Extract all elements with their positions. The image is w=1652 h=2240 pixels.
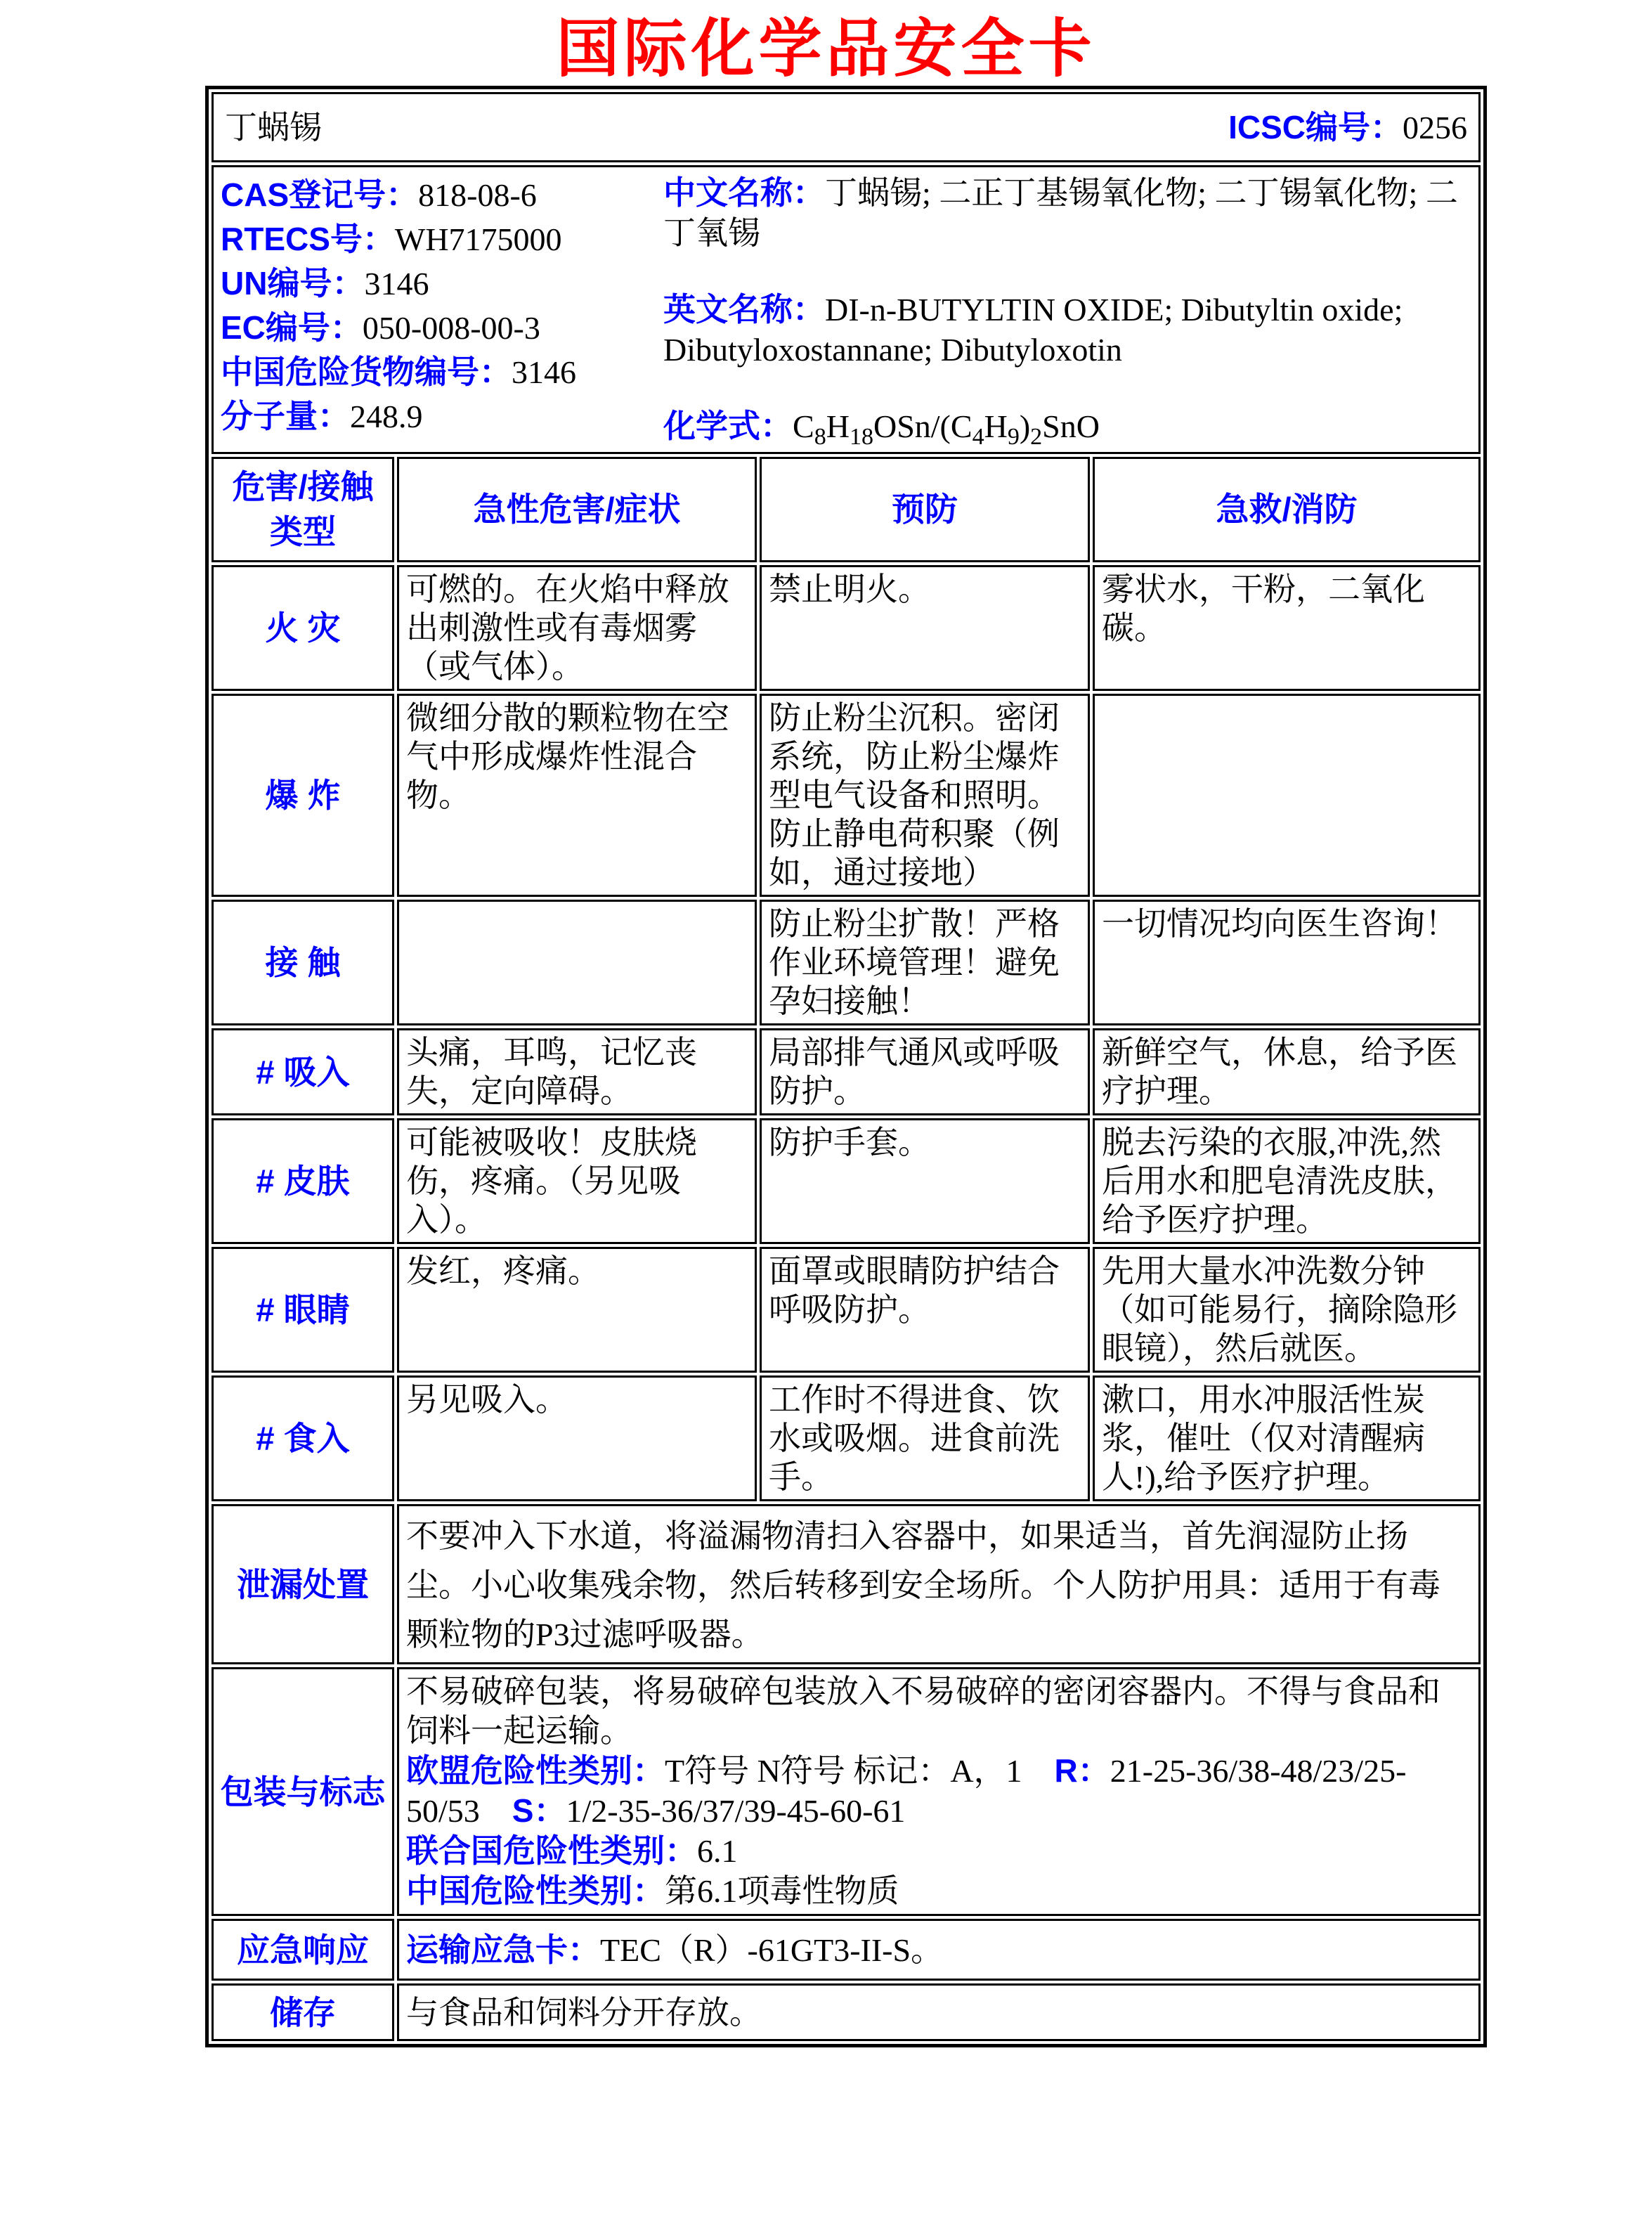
- hazard-row-skin: [212, 1118, 1481, 1244]
- skin-type-cell: # 皮肤: [212, 1118, 394, 1244]
- identification-names: [663, 173, 1471, 451]
- ec-number-value: 050-008-00-3: [362, 310, 540, 346]
- ec-number-line: [221, 306, 663, 350]
- molecular-weight-value: 248.9: [350, 399, 423, 434]
- chinese-name-value: 丁蜗锡; 二正丁基锡氧化物; 二丁锡氧化物; 二丁氧锡: [663, 175, 1458, 251]
- header-hazard-type: 危害/接触类型: [212, 457, 394, 562]
- packaging-labeling-title: 包装与标志: [212, 1667, 394, 1916]
- rtecs-number-line: [221, 217, 663, 261]
- un-number-value: 3146: [364, 266, 429, 302]
- hazard-row-contact: [212, 900, 1481, 1025]
- chinese-name-paragraph: [663, 173, 1471, 253]
- header-acute-symptoms: 急性危害/症状: [397, 457, 757, 562]
- rtecs-number-value: WH7175000: [394, 221, 562, 257]
- header-prevention: 预防: [760, 457, 1090, 562]
- fire-first-aid-cell: 雾状水，干粉，二氧化碳。: [1093, 565, 1481, 691]
- identification-registry-list: [221, 173, 663, 446]
- hazard-table-header-row: [212, 457, 1481, 562]
- icsc-card-table: [205, 86, 1487, 2047]
- rtecs-number-label: RTECS号：: [221, 221, 395, 257]
- molecular-weight-label: 分子量：: [221, 398, 350, 434]
- hazard-row-inhalation: [212, 1028, 1481, 1115]
- ec-number-label: EC编号：: [221, 309, 363, 346]
- eyes-prevention-cell: 面罩或眼睛防护结合呼吸防护。: [760, 1247, 1090, 1373]
- fire-type-cell: 火 灾: [212, 565, 394, 691]
- china-dg-number-value: 3146: [512, 354, 576, 390]
- skin-prevention-cell: 防护手套。: [760, 1118, 1090, 1244]
- chemical-formula-label: 化学式：: [663, 408, 793, 444]
- contact-prevention-cell: 防止粉尘扩散！严格作业环境管理！避免孕妇接触！: [760, 900, 1090, 1025]
- chemical-formula-paragraph: [663, 406, 1471, 451]
- explosion-type-cell: 爆 炸: [212, 694, 394, 897]
- storage-row: [212, 1983, 1481, 2041]
- cas-number-label: CAS登记号：: [221, 176, 419, 213]
- ingestion-prevention-cell: 工作时不得进食、饮水或吸烟。进食前洗手。: [760, 1375, 1090, 1501]
- emergency-response-title: 应急响应: [212, 1919, 394, 1981]
- icsc-number: [1228, 108, 1467, 147]
- eyes-first-aid-cell: 先用大量水冲洗数分钟（如可能易行，摘除隐形眼镜），然后就医。: [1093, 1247, 1481, 1373]
- english-name-value: DI-n-BUTYLTIN OXIDE; Dibutyltin oxide; Dibutyloxostannane; Dibutyloxotin: [663, 292, 1403, 368]
- explosion-first-aid-cell: [1093, 694, 1481, 897]
- explosion-symptoms-cell: 微细分散的颗粒物在空气中形成爆炸性混合物。: [397, 694, 757, 897]
- chemical-formula: $C_8H_{18}OSn/(C_4H_9)_2SnO$: [793, 408, 1100, 451]
- contact-symptoms-cell: [397, 900, 757, 1025]
- un-number-label: UN编号：: [221, 265, 365, 302]
- molecular-weight-line: [221, 394, 663, 439]
- cas-number-value: 818-08-6: [418, 177, 537, 213]
- english-name-label: 英文名称：: [663, 291, 825, 328]
- fire-prevention-cell: 禁止明火。: [760, 565, 1090, 691]
- inhalation-symptoms-cell: 头痛，耳鸣，记忆丧失，定向障碍。: [397, 1028, 757, 1115]
- packaging-labeling-row: [212, 1667, 1481, 1916]
- hazard-row-ingestion: [212, 1375, 1481, 1501]
- spill-disposal-title: 泄漏处置: [212, 1504, 394, 1664]
- english-name-paragraph: [663, 290, 1471, 370]
- header-first-aid: 急救/消防: [1093, 457, 1481, 562]
- ingestion-symptoms-cell: 另见吸入。: [397, 1375, 757, 1501]
- spill-disposal-content: 不要冲入下水道，将溢漏物清扫入容器中，如果适当，首先润湿防止扬尘。小心收集残余物，然后转移到安全场所。个人防护用具：适用于有毒颗粒物的P3过滤呼吸器。: [397, 1504, 1481, 1664]
- un-number-line: [221, 261, 663, 306]
- identification-cell: [212, 165, 1481, 454]
- hazard-row-eyes: [212, 1247, 1481, 1373]
- inhalation-first-aid-cell: 新鲜空气，休息，给予医疗护理。: [1093, 1028, 1481, 1115]
- emergency-response-content: 运输应急卡：TEC（R）-61GT3-II-S。: [397, 1919, 1481, 1981]
- china-dg-number-line: [221, 350, 663, 394]
- china-dg-number-label: 中国危险货物编号：: [221, 354, 512, 390]
- chinese-name-label: 中文名称：: [663, 174, 825, 211]
- contact-type-cell: 接 触: [212, 900, 394, 1025]
- hazard-row-explosion: [212, 694, 1481, 897]
- contact-first-aid-cell: 一切情况均向医生咨询！: [1093, 900, 1481, 1025]
- explosion-prevention-cell: 防止粉尘沉积。密闭系统，防止粉尘爆炸型电气设备和照明。防止静电荷积聚（例如，通过接地）: [760, 694, 1090, 897]
- packaging-labeling-content: 不易破碎包装，将易破碎包装放入不易破碎的密闭容器内。不得与食品和饲料一起运输。 欧盟危险性类别：T符号 N符号 标记：A，1 R：21-25-36/38-48/23/25-50/53 S：1/2-35-36/37/39-45-60-61 联合国危险性类别：6.1 中国危险性类别：第6.1项毒性物质: [397, 1667, 1481, 1916]
- cas-number-line: [221, 173, 663, 217]
- fire-symptoms-cell: 可燃的。在火焰中释放出刺激性或有毒烟雾（或气体）。: [397, 565, 757, 691]
- identification-row: [212, 165, 1481, 454]
- ingestion-first-aid-cell: 漱口，用水冲服活性炭浆，催吐（仅对清醒病人!),给予医疗护理。: [1093, 1375, 1481, 1501]
- eyes-type-cell: # 眼睛: [212, 1247, 394, 1373]
- inhalation-type-cell: # 吸入: [212, 1028, 394, 1115]
- skin-first-aid-cell: 脱去污染的衣服,冲洗,然后用水和肥皂清洗皮肤，给予医疗护理。: [1093, 1118, 1481, 1244]
- storage-title: 储存: [212, 1983, 394, 2041]
- page-title: 国际化学品安全卡: [556, 14, 1096, 84]
- icsc-number-label: ICSC编号：: [1228, 108, 1403, 145]
- card-header-cell: [212, 92, 1481, 162]
- inhalation-prevention-cell: 局部排气通风或呼吸防护。: [760, 1028, 1090, 1115]
- skin-symptoms-cell: 可能被吸收！皮肤烧伤，疼痛。（另见吸入）。: [397, 1118, 757, 1244]
- ingestion-type-cell: # 食入: [212, 1375, 394, 1501]
- substance-name: 丁蜗锡: [225, 109, 322, 145]
- eyes-symptoms-cell: 发红，疼痛。: [397, 1247, 757, 1373]
- emergency-response-row: [212, 1919, 1481, 1981]
- icsc-number-value: 0256: [1403, 109, 1468, 145]
- spill-disposal-row: [212, 1504, 1481, 1664]
- card-header-row: [212, 92, 1481, 162]
- storage-content: 与食品和饲料分开存放。: [397, 1983, 1481, 2041]
- hazard-row-fire: [212, 565, 1481, 691]
